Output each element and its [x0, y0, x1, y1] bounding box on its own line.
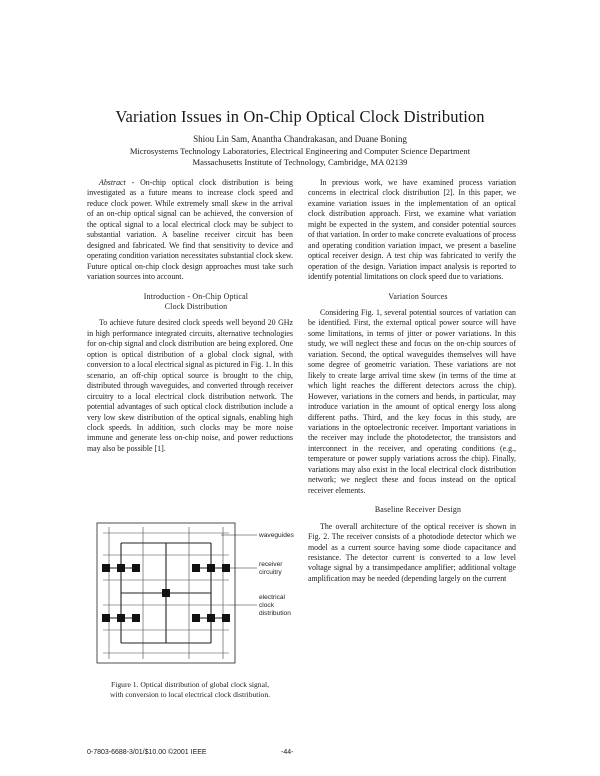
right-column — [308, 178, 516, 584]
section-heading-variation-sources: Variation Sources — [388, 291, 448, 301]
figure-1-caption-line-2: with conversion to local electrical clock distribution. — [109, 689, 271, 699]
abstract-text: - On-chip optical clock distribution is being investigated as a future means to increase clock speed and reduce clock power. While extremely small skew in the arrival of an on-chip optical signal can be achieved, the conversion of the optical signal to a local electrical clock may be subject to substantial variation. A baseline receiver circuit has been designed and fabricated. We find that sensitivity to device and operating condition variation necessitates substantial clock skew. Future optical on-chip clock design approaches must take such variation sources into account. — [87, 178, 293, 282]
figure-1-caption — [87, 680, 293, 699]
figure-label-electrical-3: distribution — [259, 610, 291, 617]
figure-label-receiver-2: circuitry — [259, 569, 282, 576]
introduction-paragraph: To achieve future desired clock speeds well beyond 20 GHz in high performance integrated circuits, alternative technologies for on-chip signal and clock distribution are being explored. One option is optical distribution of a global clock signal, with conversion to a local electrical signal as pictured in Fig. 1. In this scenario, an off-chip optical source is brought to the chip, distributed through waveguides, and converted through receiver circuitry to a local electrical clock distribution network. The potential advantages of such optical clock distribution include a very low skew distribution of the optical signals, enabling high clock speeds. In addition, such clocks may be more noise immune and generate less on-chip noise, and power reductions may also be possible [1]. — [87, 318, 293, 453]
variation-sources-paragraph: Considering Fig. 1, several potential sources of variation can be identified. First, the external optical power source will have some limitations, in terms of jitter or power variations. In this study, we will neglect these and focus on the on-chip sources of variation. Second, the optical waveguides themselves will have some degree of geometric variation. These variations are not likely to create large arrival time skew (in terms of the time at which light reaches the different detectors across the chip). However, variations in the corners and bends, in particular, may introduce variation in the amount of optical energy loss along different paths. Third, and the key focus in this study, are variations in the optoelectronic receiver. Important variations in the receiver may include the photodetector, the transistors and interconnect in the receiver, and operating conditions (e.g., temperature or power supply variations across the chip). Finally, variations may also exist in the local electrical clock distribution network; we neglect these and focus instead on the optical receiver elements. — [308, 307, 516, 495]
figure-label-receiver-1: receiver — [259, 561, 283, 568]
paper-authors: Shiou Lin Sam, Anantha Chandrakasan, and Duane Boning — [193, 134, 407, 144]
figure-label-electrical-2: clock — [259, 602, 275, 609]
left-column — [87, 178, 293, 454]
affiliation-line-2: Massachusetts Institute of Technology, Cambridge, MA 02139 — [192, 157, 408, 167]
abstract-paragraph — [87, 178, 293, 283]
section-heading-baseline-receiver: Baseline Receiver Design — [374, 505, 462, 515]
footer-copyright: 0-7803-6688-3/01/$10.00 ©2001 IEEE — [87, 749, 207, 756]
figure-1-diagram — [91, 513, 301, 678]
section-heading-introduction-line-1: Introduction - On-Chip Optical — [143, 291, 249, 301]
figure-1-caption-line-1: Figure 1. Optical distribution of global clock signal, — [111, 680, 269, 689]
affiliation-line-1: Microsystems Technology Laboratories, Electrical Engineering and Computer Science Department — [129, 146, 471, 156]
figure-1 — [91, 513, 301, 743]
section-heading-introduction-line-2: Clock Distribution — [164, 301, 228, 311]
previous-work-paragraph: In previous work, we have examined process variation concerns in electrical clock distribution [2]. In this paper, we examine variation issues in the implementation of an optical clock distribution approach. First, we examine what variation might be expected in the system, and consider potential sources of that variation. In order to make concrete evaluations of process and operating condition variation impact, we present a baseline optical receiver design. A test chip was fabricated to verify the operation of the design. Variation impact analysis is reported to identify potential limitations on clock speed due to variations. — [308, 178, 516, 282]
footer-page-number: -44- — [281, 749, 294, 756]
baseline-receiver-paragraph: The overall architecture of the optical receiver is shown in Fig. 2. The receiver consists of a photodiode detector which we model as a current source having some diode capacitance and resistance. The detector current is converted to a low level voltage signal by a transimpedance amplifier; additional voltage amplification may be needed (depending largely on the current — [308, 521, 516, 583]
figure-label-electrical-1: electrical — [259, 594, 286, 601]
paper-title: Variation Issues in On-Chip Optical Clock Distribution — [115, 107, 485, 126]
figure-label-waveguides: waveguides — [259, 532, 294, 539]
abstract-label: Abstract — [99, 178, 126, 187]
